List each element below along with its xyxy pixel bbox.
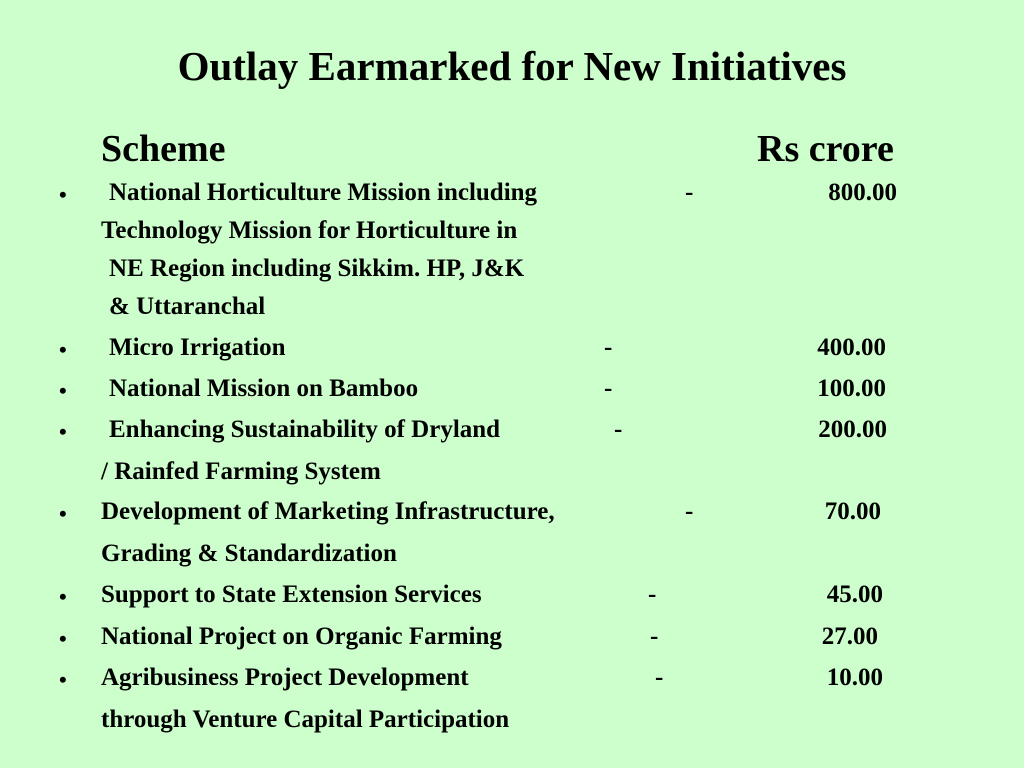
item-amount: 70.00 bbox=[824, 498, 881, 525]
item-separator: - bbox=[604, 375, 613, 402]
item-separator: - bbox=[604, 334, 613, 361]
item-separator: - bbox=[650, 623, 659, 650]
item-separator: - bbox=[655, 664, 664, 691]
item-amount: 10.00 bbox=[826, 664, 883, 691]
item-line: Technology Mission for Horticulture in bbox=[101, 217, 518, 244]
item-line: & Uttaranchal bbox=[109, 293, 266, 320]
scheme-column-header: Scheme bbox=[101, 128, 226, 170]
item-separator: - bbox=[685, 179, 694, 206]
item-line: Micro Irrigation bbox=[109, 334, 286, 361]
item-separator: - bbox=[614, 416, 623, 443]
item-amount: 27.00 bbox=[821, 623, 878, 650]
item-line: NE Region including Sikkim. HP, J&K bbox=[109, 255, 525, 282]
item-line: / Rainfed Farming System bbox=[101, 458, 381, 485]
item-line: Grading & Standardization bbox=[101, 540, 397, 567]
item-line: Agribusiness Project Development bbox=[101, 664, 469, 691]
bullet-icon: • bbox=[59, 626, 67, 651]
item-separator: - bbox=[685, 498, 694, 525]
bullet-icon: • bbox=[59, 378, 67, 403]
bullet-icon: • bbox=[59, 337, 67, 362]
item-separator: - bbox=[648, 581, 657, 608]
bullet-icon: • bbox=[59, 182, 67, 207]
item-line: National Project on Organic Farming bbox=[101, 623, 502, 650]
item-amount: 100.00 bbox=[817, 375, 886, 402]
slide-title: Outlay Earmarked for New Initiatives bbox=[177, 43, 847, 89]
item-line: Development of Marketing Infrastructure, bbox=[101, 498, 555, 525]
bullet-icon: • bbox=[59, 501, 67, 526]
item-line: through Venture Capital Participation bbox=[101, 706, 510, 733]
item-amount: 200.00 bbox=[818, 416, 887, 443]
item-line: Enhancing Sustainability of Dryland bbox=[109, 416, 501, 443]
item-amount: 400.00 bbox=[817, 334, 886, 361]
item-line: National Mission on Bamboo bbox=[109, 375, 419, 402]
item-amount: 800.00 bbox=[828, 179, 897, 206]
bullet-icon: • bbox=[59, 584, 67, 609]
item-amount: 45.00 bbox=[826, 581, 883, 608]
item-line: Support to State Extension Services bbox=[101, 581, 482, 608]
amount-column-header: Rs crore bbox=[757, 128, 894, 170]
bullet-icon: • bbox=[59, 419, 67, 444]
bullet-icon: • bbox=[59, 667, 67, 692]
item-line: National Horticulture Mission including bbox=[109, 179, 538, 206]
